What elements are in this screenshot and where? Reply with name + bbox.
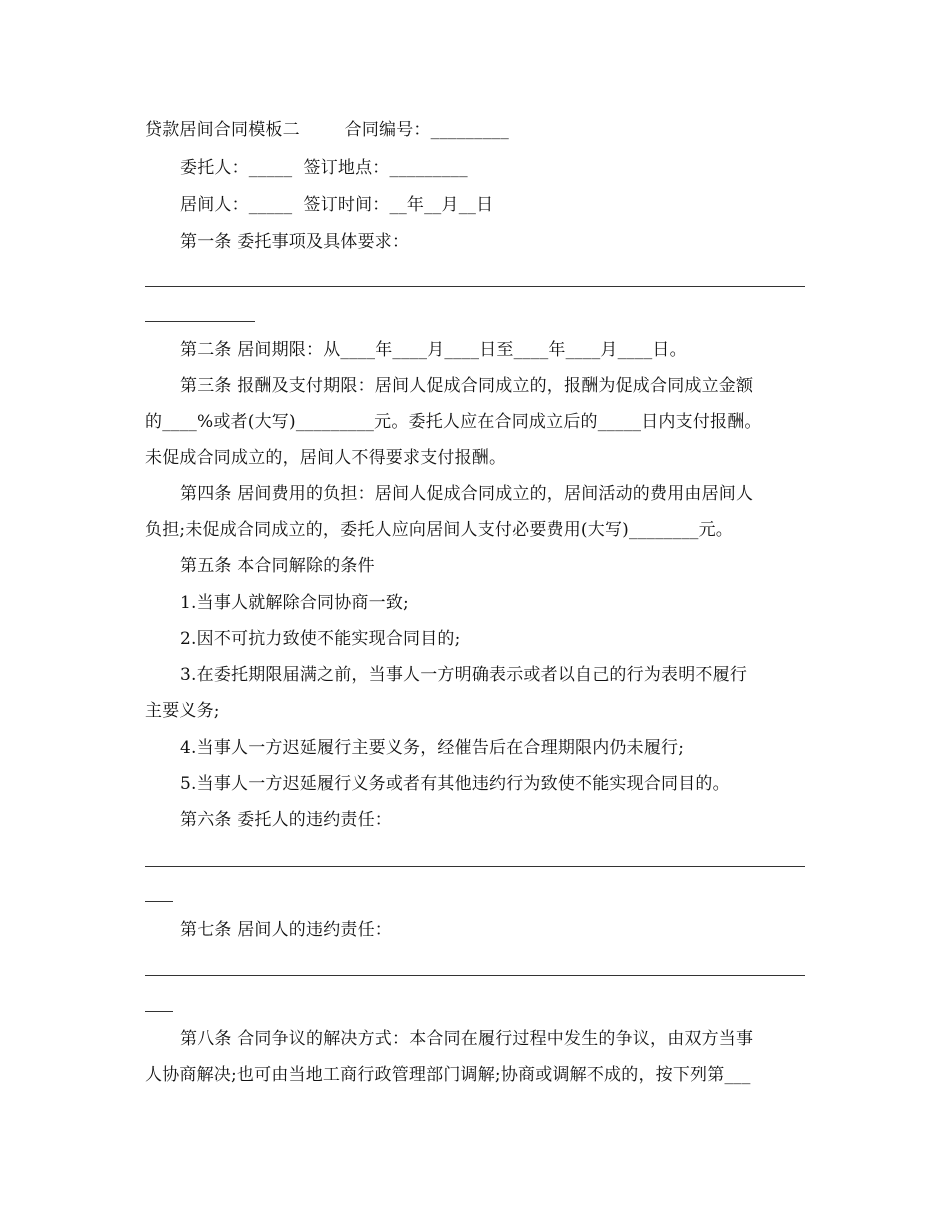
article-3-line-3: 未促成合同成立的，居间人不得要求支付报酬。 — [145, 448, 507, 468]
article-5-item-4: 4.当事人一方迟延履行主要义务，经催告后在合理期限内仍未履行; — [180, 738, 685, 758]
article-7-heading: 第七条 居间人的违约责任： — [180, 920, 393, 940]
principal-line: 委托人：_____ 签订地点：_________ — [180, 158, 468, 178]
article-5-heading: 第五条 本合同解除的条件 — [180, 556, 375, 576]
article-4-line-1: 第四条 居间费用的负担：居间人促成合同成立的，居间活动的费用由居间人 — [180, 484, 754, 504]
article-8-line-1: 第八条 合同争议的解决方式：本合同在履行过程中发生的争议，由双方当事 — [180, 1029, 754, 1049]
article-8-line-2: 人协商解决;也可由当地工商行政管理部门调解;协商或调解不成的，按下列第___ — [145, 1065, 751, 1085]
article-5-item-2: 2.因不可抗力致使不能实现合同目的; — [180, 629, 461, 649]
article-5-item-1: 1.当事人就解除合同协商一致; — [180, 593, 409, 613]
article-1-blank-line-end — [145, 321, 255, 322]
article-3-line-1: 第三条 报酬及支付期限：居间人促成合同成立的，报酬为促成合同成立金额 — [180, 376, 754, 396]
article-1-blank-line — [145, 286, 805, 287]
article-1-heading: 第一条 委托事项及具体要求： — [180, 232, 410, 252]
article-7-blank-line — [145, 975, 805, 976]
article-6-blank-line — [145, 866, 805, 867]
article-7-blank-line-end — [145, 1011, 173, 1012]
intermediary-line: 居间人：_____ 签订时间：__年__月__日 — [180, 195, 494, 215]
article-3-line-2: 的____%或者(大写)_________元。委托人应在合同成立后的_____日内支付报酬。 — [145, 412, 762, 432]
article-5-item-5: 5.当事人一方迟延履行义务或者有其他违约行为致使不能实现合同目的。 — [180, 774, 730, 794]
article-5-item-3-line-1: 3.在委托期限届满之前，当事人一方明确表示或者以自己的行为表明不履行 — [180, 665, 748, 685]
article-6-blank-line-end — [145, 901, 173, 902]
article-5-item-3-line-2: 主要义务; — [145, 701, 220, 721]
article-4-line-2: 负担;未促成合同成立的，委托人应向居间人支付必要费用(大写)________元。 — [145, 520, 733, 540]
article-6-heading: 第六条 委托人的违约责任： — [180, 810, 393, 830]
article-2-line: 第二条 居间期限：从____年____月____日至____年____月____日。 — [180, 340, 687, 360]
document-title-line: 贷款居间合同模板二 合同编号：_________ — [145, 120, 509, 140]
